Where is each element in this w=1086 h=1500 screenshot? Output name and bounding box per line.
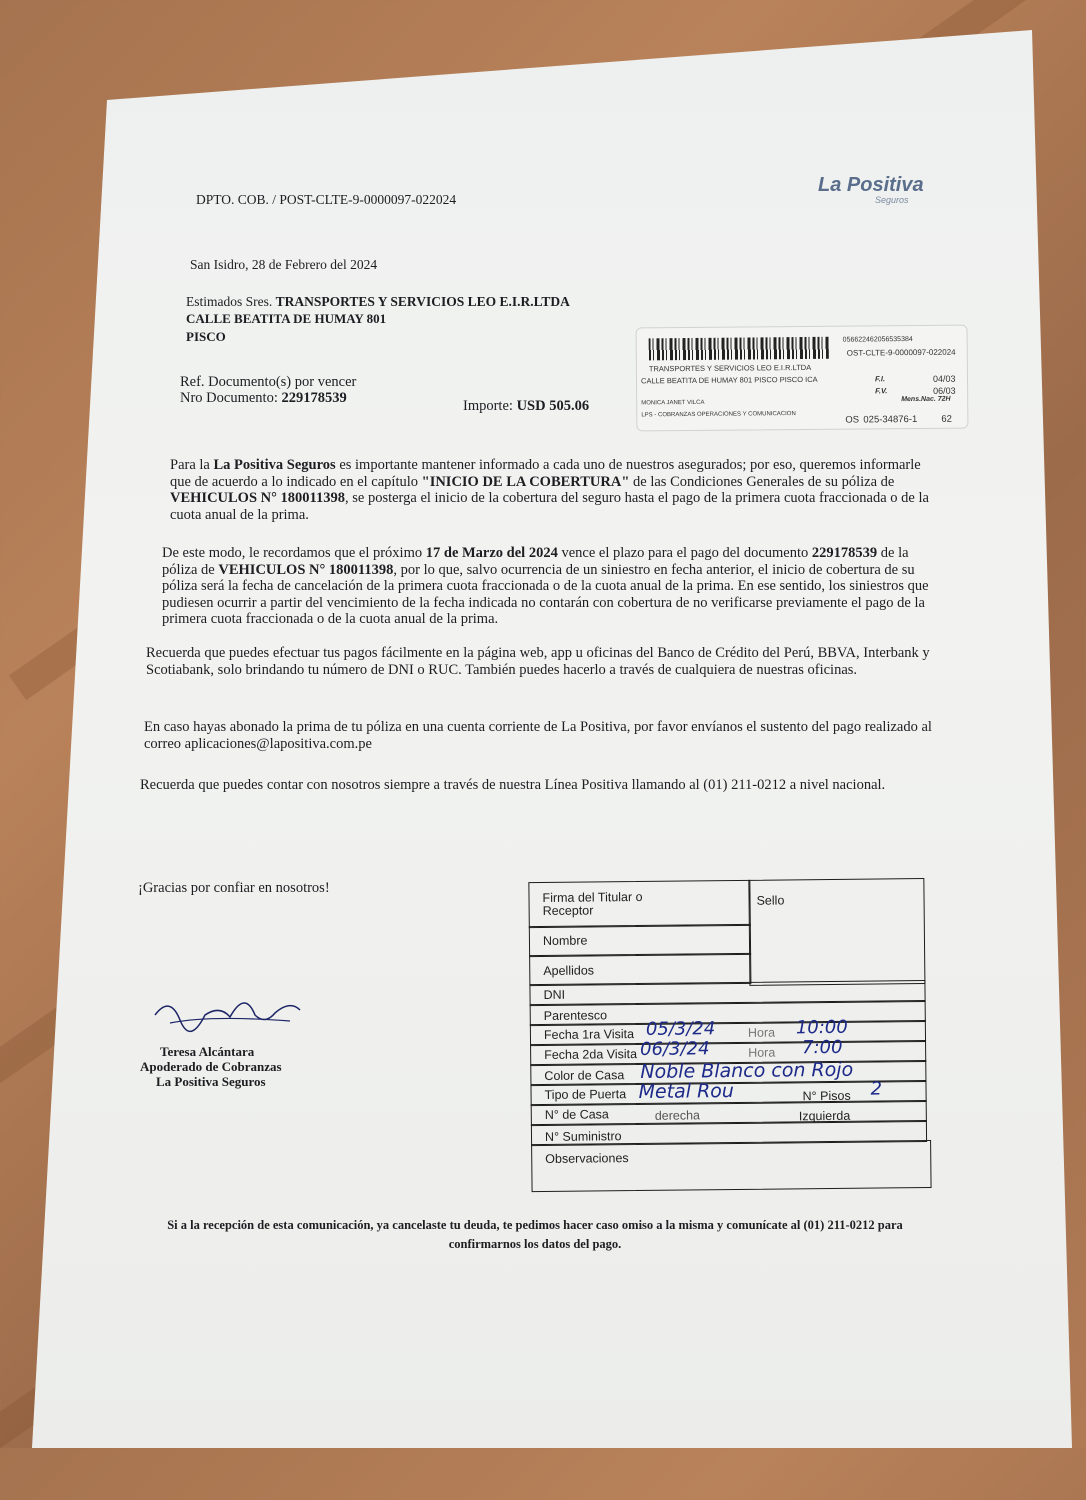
label-person: MONICA JANET VILCA xyxy=(641,399,705,407)
numcasa-label: N° de Casa xyxy=(544,1107,609,1122)
signer-company: La Positiva Seguros xyxy=(156,1074,266,1089)
os-number: 025-34876-1 xyxy=(863,413,918,426)
fecha2-value: 06/3/24 xyxy=(639,1038,710,1060)
addressee-line xyxy=(186,294,570,310)
greeting: Estimados Sres. xyxy=(186,294,273,309)
label-address: CALLE BEATITA DE HUMAY 801 PISCO PISCO ICA xyxy=(640,374,818,386)
footer-note xyxy=(130,1216,940,1254)
delivery-form xyxy=(528,878,939,1200)
fecha1-value: 05/3/24 xyxy=(645,1018,716,1040)
derecha-label: derecha xyxy=(654,1108,701,1123)
addressee-city: PISCO xyxy=(186,329,226,344)
signer-title: Apoderado de Cobranzas xyxy=(140,1059,282,1074)
addressee-company: TRANSPORTES Y SERVICIOS LEO E.I.R.LTDA xyxy=(275,294,570,309)
amount-line xyxy=(463,398,589,415)
fecha1-label: Fecha 1ra Visita xyxy=(543,1027,635,1042)
barcode-number: 056622462056535384 xyxy=(842,336,913,344)
paragraph-1: Para la La Positiva Seguros es importante mantener informado a cada uno de nuestros asegurados; por eso, queremos informarle que de acuerdo a lo indicado en el capítulo "INICIO DE LA COBERTURA" de las Condiciones Generales de su póliza de VEHICULOS N° 180011398, se posterga el inicio de la cobertura del seguro hasta el pago de la primera cuota fraccionada o de la cuota anual de la prima. xyxy=(170,457,929,523)
dni-label: DNI xyxy=(543,987,566,1002)
color-value: Noble Blanco con Rojo xyxy=(640,1058,854,1083)
paragraph-2: De este modo, le recordamos que el próximo 17 de Marzo del 2024 vence el plazo para el pago del documento 229178539 de la póliza de VEHICULOS N° 180011398, por lo que, salvo ocurrencia de un siniestro en fecha anterior, el inicio de cobertura de su póliza será la fecha de cancelación de la primera cuota fraccionada o de la cuota anual de la prima. En ese sentido, los siniestros que pudiesen ocurrir a partir del vencimiento de la fecha indicada no contarán con cobertura de no verificarse previamente el pago de la primera cuota fraccionada o de la cuota anual de la prima. xyxy=(162,545,929,627)
footer-line-2: confirmarnos los datos del pago. xyxy=(448,1237,622,1251)
company-logo-sub: Seguros xyxy=(875,195,909,205)
observaciones-cell xyxy=(531,1140,931,1192)
signature-scribble xyxy=(150,985,310,1045)
os-label: OS xyxy=(845,414,860,426)
pisos-label: N° Pisos xyxy=(802,1088,851,1104)
observaciones-label: Observaciones xyxy=(545,1151,629,1166)
barcode xyxy=(649,337,829,361)
doc-number: 229178539 xyxy=(281,390,347,406)
paragraph-4: En caso hayas abonado la prima de tu póliza en una cuenta corriente de La Positiva, por favor envíanos el sustento del pago realizado al correo aplicaciones@lapositiva.com.pe xyxy=(144,719,932,752)
mailing-label xyxy=(636,325,969,432)
label-dept: LPS - COBRANZAS OPERACIONES Y COMUNICACION xyxy=(641,411,796,419)
label-mens: Mens.Nac. 72H xyxy=(901,395,951,404)
reference-code: DPTO. COB. / POST-CLTE-9-0000097-022024 xyxy=(196,192,457,207)
tipo-label: Tipo de Puerta xyxy=(544,1087,627,1102)
pisos-value: 2 xyxy=(870,1078,883,1100)
label-code: OST-CLTE-9-0000097-022024 xyxy=(846,347,956,358)
nombre-label: Nombre xyxy=(542,933,588,948)
hora1-value: 10:00 xyxy=(795,1016,848,1039)
ref-label: Ref. Documento(s) por vencer xyxy=(180,374,357,390)
label-company: TRANSPORTES Y SERVICIOS LEO E.I.R.LTDA xyxy=(648,362,812,374)
amount-label: Importe: xyxy=(463,398,513,414)
closing-line: ¡Gracias por confiar en nosotros! xyxy=(138,880,330,896)
sello-label: Sello xyxy=(756,893,785,908)
parentesco-label: Parentesco xyxy=(543,1008,608,1023)
date-line: San Isidro, 28 de Febrero del 2024 xyxy=(190,257,378,272)
hora2-label: Hora xyxy=(748,1045,776,1060)
doc-label: Nro Documento: xyxy=(180,390,278,406)
fv-value: 06/03 xyxy=(933,385,956,396)
fi-label: F.I. xyxy=(874,374,886,384)
hora1-label: Hora xyxy=(747,1025,776,1040)
hora2-value: 7:00 xyxy=(801,1036,843,1059)
doc-number-line xyxy=(180,390,347,407)
paragraph-3: Recuerda que puedes efectuar tus pagos fácilmente en la página web, app u oficinas del Banco de Crédito del Perú, BBVA, Interbank y Scotiabank, solo brindando tu número de DNI o RUC. También puedes hacerlo a través de cualquiera de nuestras oficinas. xyxy=(146,645,930,678)
footer-line-1: Si a la recepción de esta comunicación, ya cancelaste tu deuda, te pedimos hacer caso omiso a la misma y comunícate al (01) 211-0212 para xyxy=(167,1218,903,1232)
paragraph-5: Recuerda que puedes contar con nosotros siempre a través de nuestra Línea Positiva llamando al (01) 211-0212 a nivel nacional. xyxy=(140,777,886,793)
fv-label: F.V. xyxy=(875,386,888,396)
izquierda-label: Izquierda xyxy=(798,1108,851,1124)
company-logo: La Positiva xyxy=(818,174,924,196)
fecha2-label: Fecha 2da Visita xyxy=(544,1047,638,1062)
color-label: Color de Casa xyxy=(544,1068,625,1083)
firma-label: Firma del Titular o Receptor xyxy=(542,889,643,918)
amount-value: USD 505.06 xyxy=(516,398,590,414)
addressee-street: CALLE BEATITA DE HUMAY 801 xyxy=(186,311,387,326)
signer-name: Teresa Alcántara xyxy=(160,1044,255,1059)
tipo-value: Metal Rou xyxy=(638,1080,735,1104)
suministro-label: N° Suministro xyxy=(544,1129,622,1144)
fi-value: 04/03 xyxy=(932,373,956,384)
apellidos-label: Apellidos xyxy=(543,963,595,978)
os-count: 62 xyxy=(941,413,952,425)
